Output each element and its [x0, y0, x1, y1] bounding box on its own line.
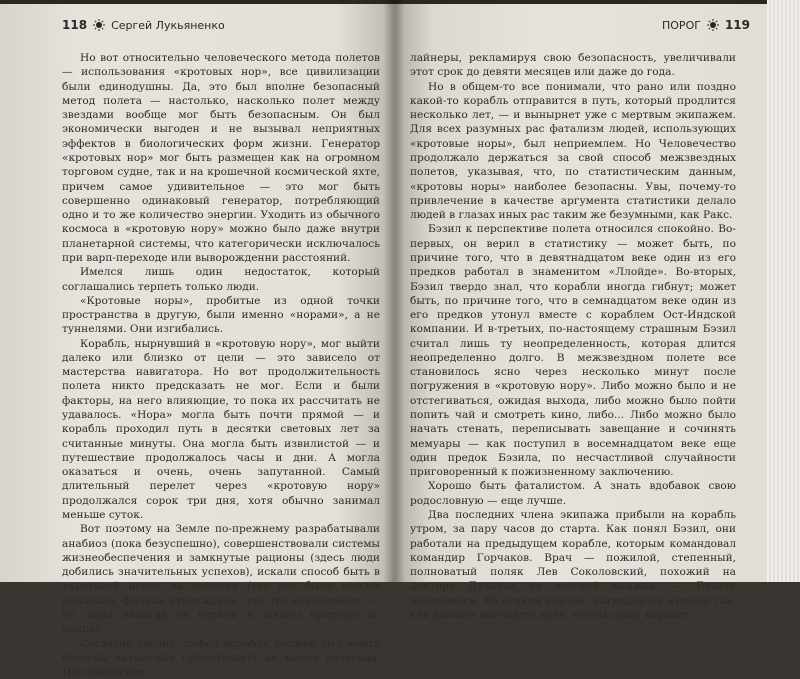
paragraph: Корабль, нырнувший в «кротовую нору», мог выйти далеко или близко от цели — это зависело от мастерства навигатора. Но вот продолжительность полета никто предсказать не мог. Если и были факторы, на него влияющие, то пока их рассчитать не удавалось. «Нора» могла быть почти прямой — и корабль проходил путь в десятки световых лет за считанные минуты. Она могла быть извилистой — и путешествие продолжалось часы и дни. А могла оказаться и очень, очень запутанной. Самый длительный перелет через «кротовую нору» продолжался сорок три дня, хотя обычно занимал меньше суток. [62, 337, 380, 521]
left-page-number: 118 [62, 18, 88, 32]
paragraph: Два последних члена экипажа прибыли на корабль утром, за пару часов до старта. Как понял Бэзил, они работали на предыдущем корабле, которым командовал командир Горчаков. Врач — пожилой, степенный, полноватый поляк Лев Соколовский, похожий на доктора Дулитла из детской книжки, — Бэзилу понравился. Во всяком случае, выглядел он именно так, как должен выглядеть врач, чтобы сразу внушать [410, 509, 736, 621]
paragraph: Вот поэтому на Земле по-прежнему разрабатывали анабиоз (пока безуспешно), совершенствовали системы жизнеобеспечения и замкнутые рационы (здесь люди добились значительных успехов), искали способ быть в «кротовой норе» на полпути (тут все было совсем печально, физика утверждала, что это невозможно, — но люди никогда не верили в законы природы до конца). [62, 523, 380, 636]
left-running-head [62, 18, 225, 32]
paragraph: Но в общем-то все понимали, что рано или поздно какой-то корабль отправится в путь, который продлится несколько лет, — и вынырнет уже с мертвым экипажем. Для всех разумных рас фатализм людей, использующих «кротовые норы», был неприемлем. Но Человечество продолжало держаться за свой способ межзвездных полетов, указывая, что, по статистическим данным, «кротовы норы» наиболее безопасны. Увы, почему-то привлечение в качестве аргумента статистики делало людей в глазах иных рас таким же безумными, как Ракс. [410, 80, 736, 222]
paragraph: Имелся лишь один недостаток, который соглашались терпеть только люди. [62, 266, 380, 293]
book-gutter [383, 0, 405, 582]
paragraph: Но вот относительно человеческого метода полетов — использования «кротовых нор», все цивилизации были единодушны. Да, это был вполне безопасный метод полета — настолько, насколько полет между звездами вообще мог быть безопасным. Он был экономически выгоден и не вызывал неприятных эффектов в биологических форм жизни. Генератор «кротовых нор» мог быть размещен как на огромном торговом судне, так и на крошечной космической яхте, причем самое удивительное — это мог быть совершенно одинаковый генератор, потребляющий одно и то же количество энергии. Уходить из обычного космоса в «кротовую нору» можно было даже внутри планетарной системы, что категорически исключалось при варп-переходе или выворожденни расстояний. [62, 52, 380, 264]
paragraph: Согласно закону, любой корабль должен был иметь способы автономно существовать не менее полугода. Пассажирские [62, 637, 380, 679]
paragraph: Бэзил к перспективе полета относился спокойно. Во-первых, он верил в статистику — может быть, по причине того, что в девятнадцатом веке один из его предков работал в знаменитом «Ллойде». Во-вторых, Бэзил твердо знал, что корабли иногда гибнут; может быть, по причине того, что в семнадцатом веке один из его предков утонул вместе с кораблем Ост-Индской компании. И в-третьих, по-настоящему страшным Бэзил считал лишь ту неопределенность, которая длится неопределенно долго. В межзвездном полете все становилось ясно через несколько минут после погружения в «кротовую нору». Либо можно было и не отстегиваться, ожидая выхода, либо можно было пойти попить чай и смотреть кино, либо... Либо можно было начать стенать, переписывать завещание и сочинять мемуары — как поступил в восемнадцатом веке еще один предок Бэзила, по несчастливой случайности приговоренный к пожизненному заключению. [410, 223, 736, 479]
right-page-text [410, 51, 736, 622]
right-running-head [662, 18, 750, 32]
page-edges [767, 0, 800, 582]
paragraph-continuation: лайнеры, рекламируя свою безопасность, увеличивали этот срок до девяти месяцев или даже до года. [410, 52, 736, 79]
left-author-name: Сергей Лукьяненко [111, 18, 225, 32]
left-page [0, 4, 395, 679]
right-chapter-title: ПОРОГ [662, 18, 701, 32]
paragraph: Хорошо быть фаталистом. А знать вдобавок свою родословную — еще лучше. [410, 480, 736, 507]
sun-ornament-icon [93, 19, 105, 31]
paragraph: «Кротовые норы», пробитые из одной точки пространства в другую, были именно «норами», а не туннелями. Они изгибались. [62, 294, 380, 336]
sun-ornament-icon [707, 19, 719, 31]
left-page-text [62, 51, 380, 679]
right-page [395, 4, 767, 621]
right-page-number: 119 [724, 18, 750, 32]
